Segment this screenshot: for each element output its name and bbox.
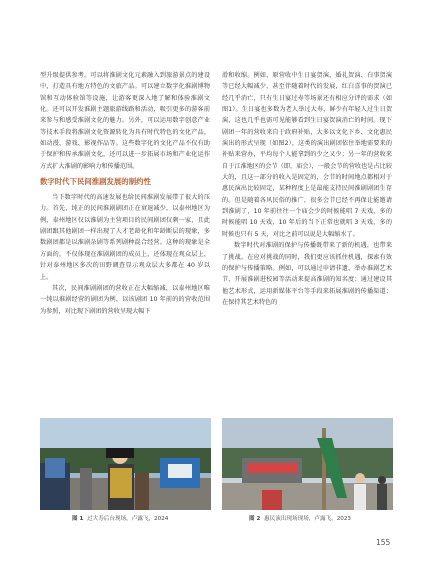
figure-number: 图 2 [249,516,261,522]
caption-text: 惠民演出现场现场，卢露飞，2023 [264,516,351,522]
paragraph: 其次，民间淮剧剧团的营收正在大幅缩减，以泰州地区唯一纯以淮剧经营的剧团为例，以该剧团 10 年前的的营收范围为参照，对比现下剧团的营收呈现大幅下 [40,284,210,315]
figure-2-caption [249,514,351,522]
figure-1-photo [40,418,211,510]
paragraph: 型升级提供参考。可以将淮剧文化元素融入到旅游景点的建设中，打造具有地方特色的文旅产品。可以建立数字化淮剧博物馆和互动体验馆等设施，让游客更深入地了解和体验淮剧文化。还可以开发淮剧主题旅游线路和活动，吸引更多的游客前来参与和感受淮剧文化的魅力。另外，可以运用数字创意产业等技术手段将淮剧文化资源转化为具有时代特色的文化产品，如动漫、游戏、影视作品等。这些数字化的文化产品不仅有助于保护和传承淮剧文化，还可以进一步拓展市场和产业化运作方式扩大淮剧的影响力和传播范围。 [40,72,210,170]
page-number: 155 [376,538,391,547]
section-heading: 数字时代下民间淮剧发展的制约性 [40,177,151,187]
figure-2-photo [222,418,393,510]
figure-1-caption [72,514,168,522]
paragraph: 滑和收缩。例如，原营收中生日宴贺演、婚礼贺演、白事贺演等已经大幅减少，甚至伴随着时代的发展，红白喜事的贺演已经几乎消亡，只有生日宴过寿等场景还有相应分评的需求（如图1）。生日宴也多数为老人举过大寿，鲜少有年轻人过生日贺演，这也几乎也需可见能够看到生日宴贺演消亡的时间。现下剧团一年的营收来自于政府补贴，大多以文化下乡、文化惠民演出的形式呈现（如图2），这类的演出剧团依住举地需要来的补贴来营办，平均每个人能拿到的少之又少；另一年的营收来自于江淮地区的会节（即，庙会），一般会节的营收也是占比较大的，且这一部分的收入是固定的，会节的时间地点都相对于惠民演出比较固定，某种程度上是最能支持民间淮剧剧团生存的。但是随着各风民俗的推广，很多会节已经不再保让能邀请到淮剧了，10 年前往往一个庙会少的时候能唱 7 天戏，多的时候能唱 10 天戏，10 年后的当下正常也就唱 3 天戏，多的时候也只有 5 天，对比之前可以说是大幅缩水了。 [222,72,392,238]
right-column [222,70,392,308]
paragraph: 当下数字时代的高速发展也给民间淮剧发展带了很大的压力。首先，纯正的民间淮剧剧团正在衰退减少，以泰州地区为例，泰州地区仅以淮剧为主营项目的民间剧团仅剩一家，且此剧团跟其他剧团一样出现了人才老龄化和年龄断层的现象，多数剧团都是以淮剧杂剧等系列剧种混合经营。这种的现象是全方面的，不仅体现在淮剧剧团的成员上，还体现在观众层上，针对泰州地区多次的田野调查显示观众层大多都在 40 岁以上。 [40,194,210,281]
left-column [40,70,210,317]
caption-text: 过大寿后台现场，卢露飞，2024 [87,516,169,522]
figure-number: 图 1 [72,516,84,522]
paragraph: 数字时代对淮剧的保护与传播既带来了新的机遇，也带来了挑战。在应对挑战的同时，我们更应该抓住机遇，探索有效的保护与传播策略。例如，可以通过申请非遗、举办淮剧艺术节、开展淮剧进校园等活动来提高淮剧的知名度；通过建设其他艺术形式，运用新媒体平台等手段来拓展淮剧的传播渠道；在保持其艺术特色的 [222,242,392,306]
